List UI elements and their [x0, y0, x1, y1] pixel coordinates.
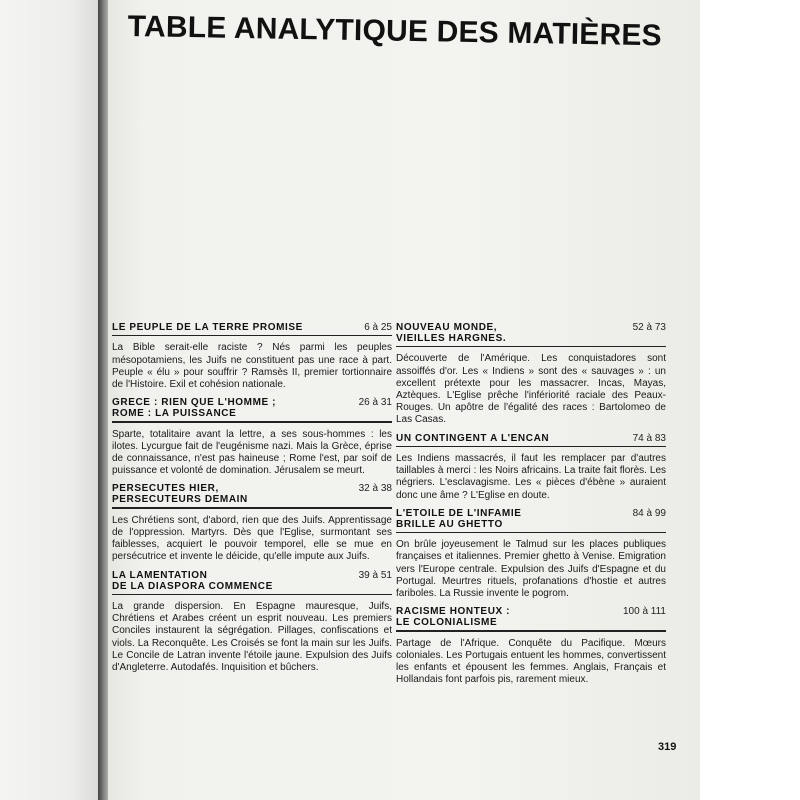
toc-entry: [396, 322, 666, 427]
toc-entry-heading: L'ETOILE DE L'INFAMIE BRILLE AU GHETTO: [396, 507, 522, 530]
toc-entry-pages: 100 à 111: [622, 606, 666, 618]
toc-entry-pages: 26 à 31: [358, 397, 392, 409]
toc-entry: [396, 606, 666, 686]
heading-rule: [396, 630, 666, 631]
toc-entry-pages: 32 à 38: [358, 483, 392, 495]
toc-entry-summary: Découverte de l'Amérique. Les conquistadores sont assoiffés d'or. Les « Indiens » sont des « sauvages » : un excellent prétexte pour les massacrer. Incas, Mayas, Aztèques. L'Eglise prêche l'infériorité raciale des Peaux-Rouges. Un apôtre de l'égalité des races : Bartolomeo de Las Casas.: [396, 353, 666, 426]
toc-entry-summary: Partage de l'Afrique. Conquête du Pacifique. Mœurs coloniales. Les Portugais entuent les hommes, convertissent les enfants et épousent les femmes. Anglais, Français et Hollandais font parfois pis, rarement mieux.: [396, 637, 666, 686]
toc-entry-header: [112, 483, 392, 505]
toc-entry: [112, 322, 392, 391]
heading-rule: [396, 446, 666, 447]
toc-entry-header: [396, 322, 666, 344]
toc-entry-pages: 84 à 99: [632, 507, 666, 519]
toc-entry-summary: La grande dispersion. En Espagne mauresque, Juifs, Chrétiens et Arabes créent un esprit nouveau. Les premiers Conciles instaurent la ségrégation. Pillages, confiscations et viols. La Reconquête. Les Croisés se font la main sur les Juifs. Le Concile de Latran invente l'étoile jaune. Expulsion des Juifs d'Angleterre. Autodafés. Inquisition et bûchers.: [112, 601, 392, 674]
toc-right-column: [396, 322, 666, 692]
toc-entry: [396, 508, 666, 600]
toc-entry: [396, 433, 666, 502]
toc-entry-heading: NOUVEAU MONDE, VIEILLES HARGNES.: [396, 322, 507, 344]
heading-rule: [112, 507, 392, 508]
heading-rule: [112, 421, 392, 422]
page-number: 319: [658, 741, 677, 753]
toc-entry-heading: GRECE : RIEN QUE L'HOMME ; ROME : LA PUISSANCE: [112, 397, 277, 420]
toc-entry-header: [396, 508, 666, 530]
book-binding: [0, 0, 102, 800]
toc-entry-heading: PERSECUTES HIER, PERSECUTEURS DEMAIN: [112, 483, 248, 506]
toc-entry-header: [112, 397, 392, 419]
heading-rule: [112, 594, 392, 595]
toc-entry-summary: Sparte, totalitaire avant la lettre, a ses sous-hommes : les ilotes. Lycurgue fait de l'eugénisme nazi. Mais la Grèce, éprise de connaissance, n'est pas haineuse ; Rome l'est, par soif de puissance et volonté de domination. Jérusalem se meurt.: [112, 428, 392, 477]
toc-entry-summary: Les Indiens massacrés, il faut les remplacer par d'autres taillables à merci : les Noirs africains. La traite fait florès. Les négriers. L'esclavagisme. Les « pièces d'ébène » auraient donc une âme ? L'Eglise en doute.: [396, 453, 666, 501]
heading-rule: [112, 335, 392, 336]
toc-entry-pages: 52 à 73: [632, 322, 666, 333]
toc-entry-summary: La Bible serait-elle raciste ? Nés parmi les peuples mésopotamiens, les Juifs ne constituent pas une race à part. Peuple « élu » pour souffrir ? Ramsès II, premier tortionnaire de l'Histoire. Exil et cohésion nationale.: [112, 342, 392, 390]
toc-entry-header: [112, 322, 392, 333]
toc-entry: [112, 397, 392, 477]
toc-entry-summary: Les Chrétiens sont, d'abord, rien que des Juifs. Apprentissage de l'oppression. Martyrs. Dès que l'Eglise, surmontant ses faiblesses, acquiert le pouvoir temporel, elle se mue en persécutrice et invente le déicide, qu'elle impute aux Juifs.: [112, 514, 392, 563]
toc-entry-heading: LE PEUPLE DE LA TERRE PROMISE: [112, 322, 303, 333]
toc-entry-pages: 39 à 51: [358, 569, 392, 581]
toc-entry-pages: 74 à 83: [632, 432, 666, 444]
toc-entry-heading: RACISME HONTEUX : LE COLONIALISME: [396, 606, 511, 629]
toc-entry: [112, 570, 392, 675]
page-margin: [700, 0, 800, 800]
toc-entry-heading: UN CONTINGENT A L'ENCAN: [396, 432, 550, 444]
heading-rule: [396, 346, 666, 347]
toc-entry: [112, 483, 392, 563]
toc-entry-heading: LA LAMENTATION DE LA DIASPORA COMMENCE: [112, 569, 273, 592]
toc-entry-header: [396, 606, 666, 628]
toc-entry-pages: 6 à 25: [364, 322, 392, 333]
toc-entry-header: [396, 433, 666, 444]
toc-entry-summary: On brûle joyeusement le Talmud sur les places publiques françaises et italiennes. Premier ghetto à Venise. Emigration vers l'Europe centrale. Expulsion des Juifs d'Espagne et du Portugal. Meurtres rituels, profanations d'hostie et autres fariboles. La Russie invente le pogrom.: [396, 539, 666, 600]
page-title: TABLE ANALYTIQUE DES MATIÈRES: [127, 10, 663, 53]
toc-entry-header: [112, 570, 392, 592]
heading-rule: [396, 532, 666, 533]
toc-left-column: [112, 322, 392, 680]
